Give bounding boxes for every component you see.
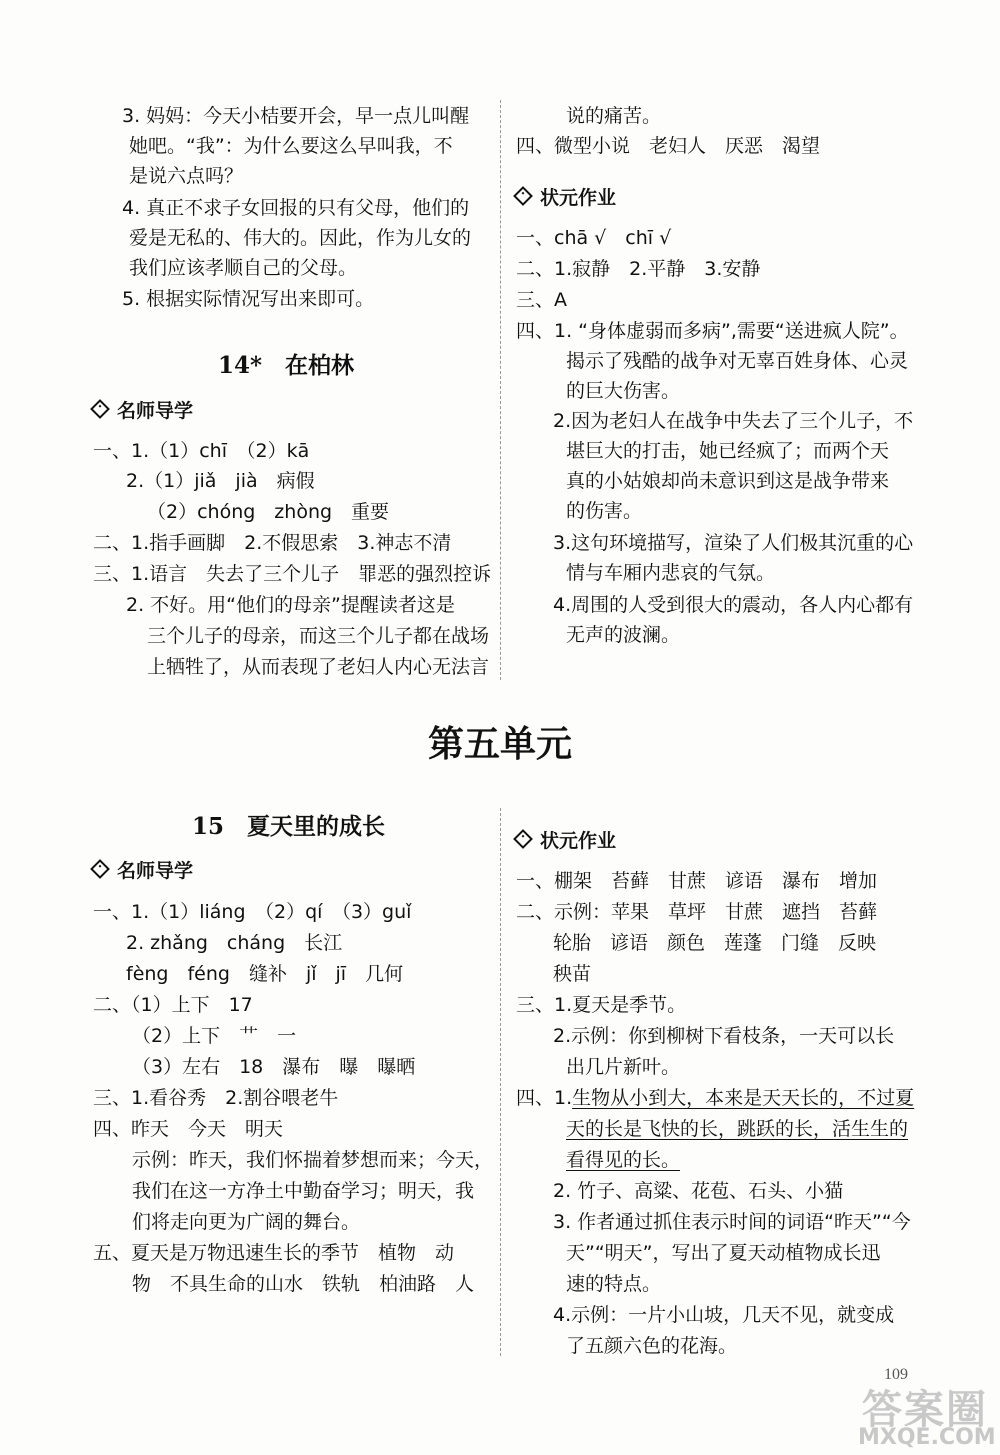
- answer-line: 3.这句环境描写，渲染了人们极其沉重的心: [553, 532, 914, 554]
- answer-line: 速的特点。: [566, 1273, 662, 1295]
- answer-line: 我们在这一方净土中勤奋学习；明天，我: [132, 1180, 475, 1202]
- answer-line: 上牺牲了，从而表现了老妇人内心无法言: [147, 656, 490, 678]
- answer-line: 4.周围的人受到很大的震动，各人内心都有: [553, 594, 914, 616]
- answer-line: 2.因为老妇人在战争中失去了三个儿子，不: [553, 410, 914, 432]
- answer-line: 轮胎 谚语 颜色 莲蓬 门缝 反映: [553, 932, 877, 954]
- answer-line: 揭示了残酷的战争对无辜百姓身体、心灵: [566, 350, 909, 372]
- answer-line: （2）上下 艹 一: [132, 1025, 297, 1047]
- underlined-sentence: 天的长是飞快的长，跳跃的长，活生生的: [566, 1118, 909, 1140]
- answer-line: 三、A: [516, 289, 567, 311]
- text-line: 四、微型小说 老妇人 厌恶 渴望: [516, 135, 821, 157]
- answer-line: 二、（1）上下 17: [93, 994, 253, 1016]
- text-line: 是说六点吗？: [129, 165, 244, 187]
- answer-line: 2.（1）jiǎ jià 病假: [126, 470, 315, 492]
- answer-line: 一、棚架 苔藓 甘蔗 谚语 瀑布 增加: [516, 870, 878, 892]
- text-line: 说的痛苦。: [566, 105, 662, 127]
- section-heading: 名师导学: [93, 856, 193, 883]
- section-heading: 名师导学: [93, 396, 193, 423]
- answer-line: （2）chóng zhòng 重要: [147, 501, 390, 523]
- diamond-icon: [90, 859, 110, 879]
- underlined-sentence: 看得见的长。: [566, 1149, 681, 1171]
- text-line: 4. 真正不求子女回报的只有父母，他们的: [122, 197, 470, 219]
- answer-line: 2. zhǎng cháng 长江: [126, 932, 343, 954]
- column-divider: [500, 100, 501, 680]
- answer-line: 一、1.（1）chī （2）kā: [93, 440, 310, 462]
- diamond-icon: [90, 399, 110, 419]
- answer-line: [516, 1085, 914, 1111]
- column-divider: [500, 808, 501, 1356]
- answer-line: 二、1.指手画脚 2.不假思索 3.神志不清: [93, 532, 452, 554]
- answer-line: 真的小姑娘却尚未意识到这是战争带来: [566, 470, 890, 492]
- unit-title: 第五单元: [427, 723, 572, 765]
- text-line: 我们应该孝顺自己的父母。: [129, 257, 358, 279]
- answer-line: 二、示例：苹果 草坪 甘蔗 遮挡 苔藓: [516, 901, 878, 923]
- answer-line: （3）左右 18 瀑布 曝 曝晒: [132, 1056, 416, 1078]
- answer-line: 三、1.看谷秀 2.割谷喂老牛: [93, 1087, 339, 1109]
- answer-line: 无声的波澜。: [566, 624, 681, 646]
- answer-line: 四、昨天 今天 明天: [93, 1118, 284, 1140]
- answer-line: 三、1.语言 失去了三个儿子 罪恶的强烈控诉: [93, 563, 492, 585]
- watermark-url: MXQE.COM: [858, 1425, 996, 1450]
- answer-line: 3. 作者通过抓住表示时间的词语“昨天”“今: [553, 1211, 911, 1233]
- diamond-icon: [513, 829, 533, 849]
- section-heading: 状元作业: [516, 183, 616, 210]
- answer-line: 出几片新叶。: [566, 1056, 681, 1078]
- answer-line: 们将走向更为广阔的舞台。: [132, 1211, 361, 1233]
- answer-line: 示例：昨天，我们怀揣着梦想而来；今天，: [132, 1149, 494, 1171]
- answer-line: 秧苗: [553, 963, 592, 985]
- text-line: 爱是无私的、伟大的。因此，作为儿女的: [129, 227, 472, 249]
- answer-line: 2. 不好。用“他们的母亲”提醒读者这是: [126, 594, 455, 616]
- answer-line: 四、1. “身体虚弱而多病”,需要“送进疯人院”。: [516, 320, 909, 342]
- answer-line: fèng féng 缝补 jǐ jī 几何: [126, 963, 404, 985]
- text-line: 她吧。“我”：为什么要这么早叫我，不: [129, 135, 453, 157]
- answer-line: 一、chā √ chī √: [516, 227, 672, 249]
- answer-line: 五、夏天是万物迅速生长的季节 植物 动: [93, 1242, 455, 1264]
- page-number: 109: [884, 1366, 908, 1383]
- answer-line: 4.示例：一片小山坡，几天不见，就变成: [553, 1304, 895, 1326]
- answer-line: 天”“明天”，写出了夏天动植物成长迅: [566, 1242, 881, 1264]
- answer-line: 物 不具生命的山水 铁轨 柏油路 人: [132, 1273, 475, 1295]
- answer-line: 三个儿子的母亲，而这三个儿子都在战场: [147, 625, 490, 647]
- watermark-text: 答案圈: [862, 1387, 988, 1433]
- answer-line: 堪巨大的打击，她已经疯了；而两个天: [566, 440, 890, 462]
- answer-line: 三、1.夏天是季节。: [516, 994, 687, 1016]
- lesson-title: 14* 在柏林: [218, 352, 355, 379]
- answer-line: 的伤害。: [566, 500, 643, 522]
- lesson-title: 15 夏天里的成长: [192, 813, 386, 840]
- answer-line: 一、1.（1）liáng （2）qí （3）guǐ: [93, 901, 412, 923]
- item-number: 四、1.: [516, 1087, 573, 1109]
- answer-line: 情与车厢内悲哀的气氛。: [566, 562, 776, 584]
- answer-line: 2. 竹子、高粱、花苞、石头、小猫: [553, 1180, 844, 1202]
- text-line: 3. 妈妈：今天小桔要开会，早一点儿叫醒: [122, 105, 470, 127]
- section-heading: 状元作业: [516, 826, 616, 853]
- text-line: 5. 根据实际情况写出来即可。: [122, 288, 375, 310]
- answer-line: 的巨大伤害。: [566, 380, 681, 402]
- diamond-icon: [513, 186, 533, 206]
- answer-line: 了五颜六色的花海。: [566, 1335, 738, 1357]
- answer-line: 2.示例：你到柳树下看枝条，一天可以长: [553, 1025, 895, 1047]
- underlined-sentence: 生物从小到大，本来是天天长的，不过夏: [572, 1087, 915, 1109]
- answer-line: 二、1.寂静 2.平静 3.安静: [516, 258, 761, 280]
